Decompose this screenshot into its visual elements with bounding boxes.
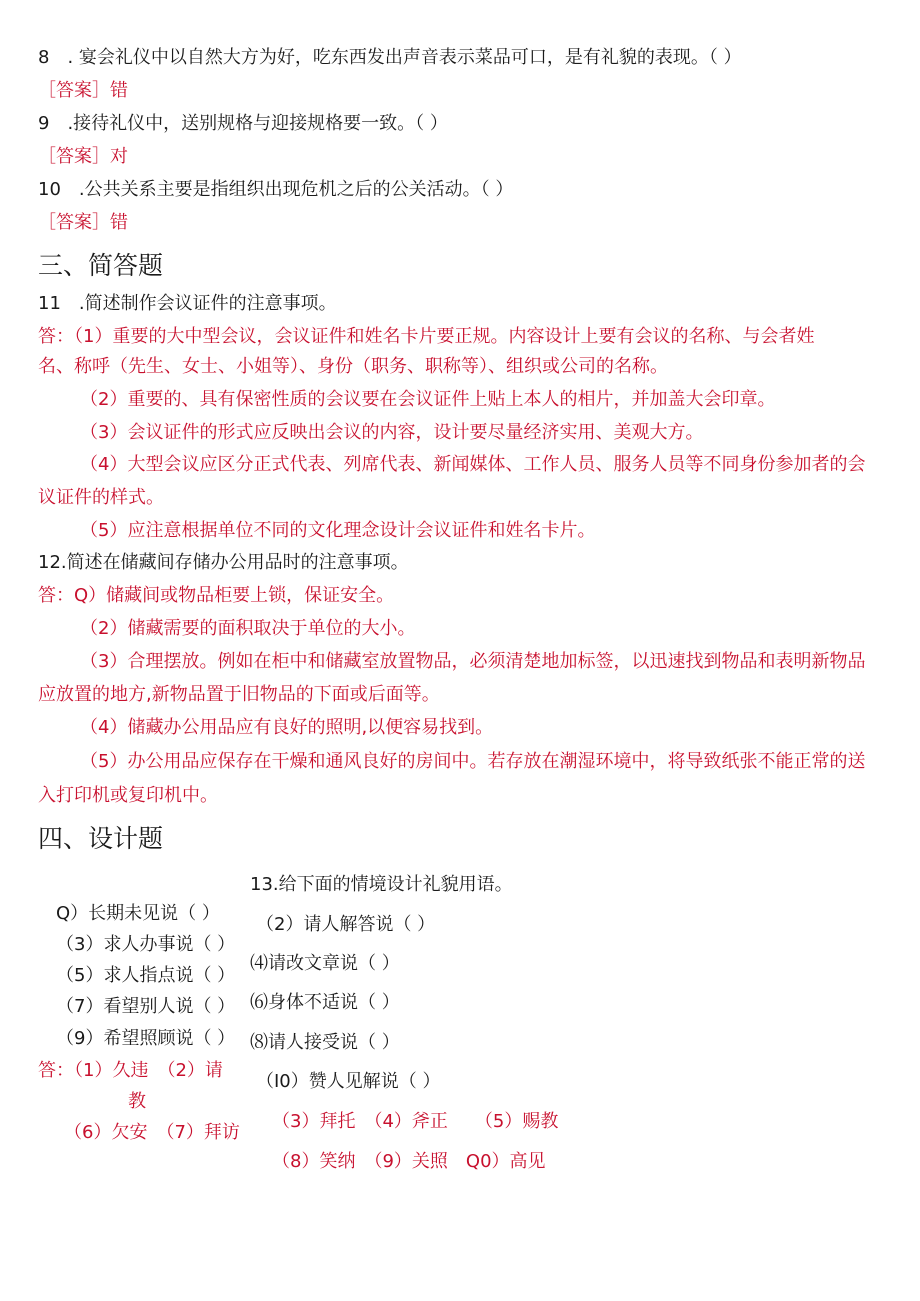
question-9: 9 .接待礼仪中，送别规格与迎接规格要一致。（ ）	[38, 113, 448, 134]
answer-13-line: （3）拜托 （4）斧正 （5）赐教	[272, 1111, 559, 1132]
prompt-item: ⑹身体不适说（ ）	[250, 992, 400, 1013]
answer-12-line: （3）合理摆放。例如在柜中和储藏室放置物品，必须清楚地加标签，以迅速找到物品和表明新物品	[80, 651, 866, 672]
answer-12-line: （5）办公用品应保存在干燥和通风良好的房间中。若存放在潮湿环境中，将导致纸张不能正常的送	[80, 751, 866, 772]
answer-12-line: 应放置的地方,新物品置于旧物品的下面或后面等。	[38, 684, 440, 705]
prompt-item: ⑻请人接受说（ ）	[250, 1032, 400, 1053]
answer-10: ［答案］错	[38, 212, 128, 233]
answer-13-line: 教	[128, 1091, 146, 1112]
answer-13-line: （8）笑纳 （9）关照 Q0）高见	[272, 1151, 546, 1172]
answer-9: ［答案］对	[38, 146, 128, 167]
question-13: 13.给下面的情境设计礼貌用语。	[250, 874, 513, 895]
prompt-item: （3）求人办事说（ ）	[56, 934, 236, 955]
prompt-item: （9）希望照顾说（ ）	[56, 1028, 236, 1049]
answer-12-line: 答：Q）储藏间或物品柜要上锁，保证安全。	[38, 585, 395, 606]
prompt-item: （7）看望别人说（ ）	[56, 996, 236, 1017]
answer-12-line: （4）储藏办公用品应有良好的照明,以便容易找到。	[80, 717, 494, 738]
answer-11-line: （2）重要的、具有保密性质的会议要在会议证件上贴上本人的相片，并加盖大会印章。	[80, 389, 776, 410]
answer-13-line: 答：（1）久违 （2）请	[38, 1060, 223, 1081]
section-heading-3: 三、简答题	[38, 251, 164, 280]
answer-11-line: 议证件的样式。	[38, 487, 164, 508]
prompt-item: （2）请人解答说（ ）	[256, 914, 436, 935]
answer-13-line: （6）欠安 （7）拜访	[64, 1122, 240, 1143]
answer-11-line: （5）应注意根据单位不同的文化理念设计会议证件和姓名卡片。	[80, 520, 596, 541]
answer-11-line: （4）大型会议应区分正式代表、列席代表、新闻媒体、工作人员、服务人员等不同身份参加者的会	[80, 454, 866, 475]
answer-8: ［答案］错	[38, 80, 128, 101]
question-12: 12.简述在储藏间存储办公用品时的注意事项。	[38, 552, 409, 573]
answer-12-line: 入打印机或复印机中。	[38, 785, 218, 806]
prompt-item: （I0）赞人见解说（ ）	[256, 1071, 441, 1092]
section-heading-4: 四、设计题	[38, 824, 164, 853]
answer-12-line: （2）储藏需要的面积取决于单位的大小。	[80, 618, 416, 639]
question-11: 11 .简述制作会议证件的注意事项。	[38, 293, 337, 314]
question-8: 8 . 宴会礼仪中以自然大方为好，吃东西发出声音表示菜品可口，是有礼貌的表现。（ ）	[38, 47, 742, 68]
answer-11-line: 答：（1）重要的大中型会议，会议证件和姓名卡片要正规。内容设计上要有会议的名称、与会者姓	[38, 326, 815, 347]
prompt-item: （5）求人指点说（ ）	[56, 965, 236, 986]
answer-11-line: 名、称呼（先生、女士、小姐等）、身份（职务、职称等）、组织或公司的名称。	[38, 356, 668, 377]
answer-11-line: （3）会议证件的形式应反映出会议的内容，设计要尽量经济实用、美观大方。	[80, 422, 704, 443]
prompt-item: ⑷请改文章说（ ）	[250, 953, 400, 974]
question-10: 10 .公共关系主要是指组织出现危机之后的公关活动。（ ）	[38, 179, 514, 200]
prompt-item: Q）长期未见说（ ）	[56, 903, 220, 924]
